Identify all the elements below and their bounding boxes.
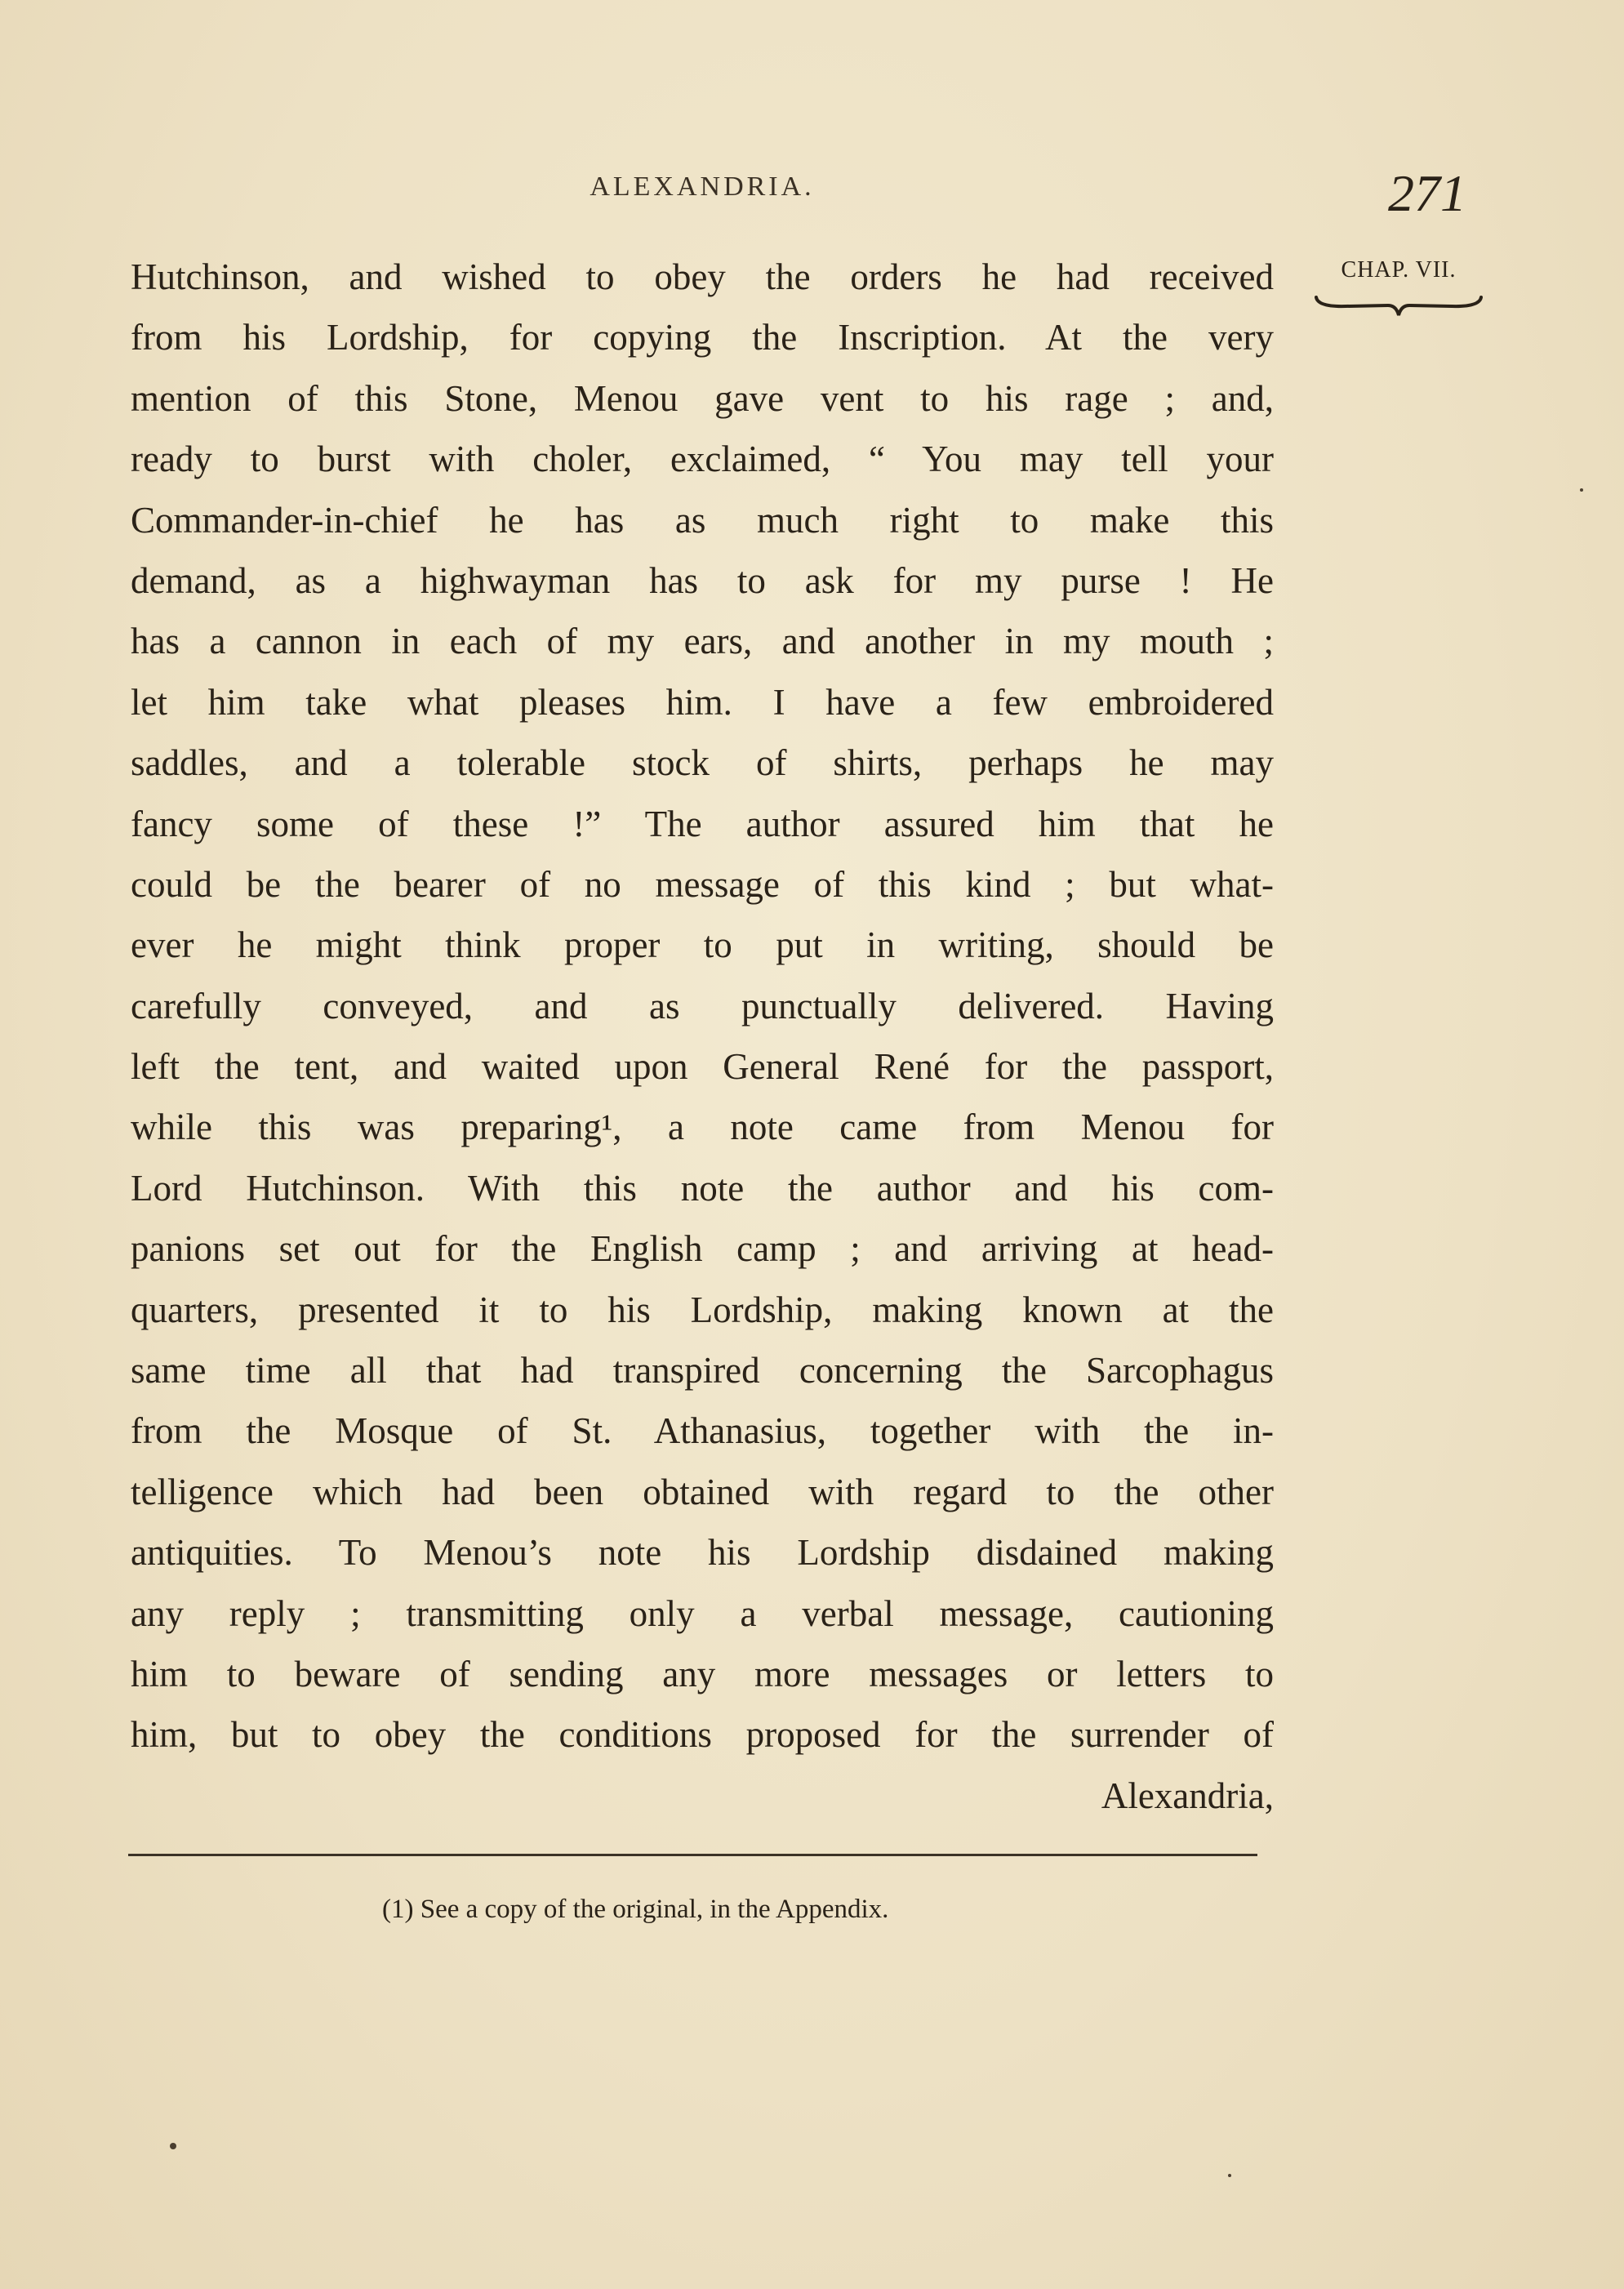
- text-line: telligence which had been obtained with regard to the other: [131, 1471, 1274, 1512]
- text-line: demand, as a highwayman has to ask for my purse ! He: [131, 559, 1274, 601]
- text-line: from the Mosque of St. Athanasius, together with the in-: [131, 1410, 1274, 1452]
- chapter-brace-icon: [1313, 292, 1484, 322]
- text-line: from his Lordship, for copying the Inscription. At the very: [131, 317, 1274, 358]
- text-line: let him take what pleases him. I have a few embroidered: [131, 681, 1274, 723]
- text-line: him, but to obey the conditions proposed for the surrender of: [131, 1714, 1274, 1756]
- text-line: antiquities. To Menou’s note his Lordship disdained making: [131, 1532, 1274, 1574]
- text-line: ready to burst with choler, exclaimed, “ You may tell your: [131, 439, 1274, 480]
- body-text: [131, 247, 1274, 1826]
- text-line: panions set out for the English camp ; and arriving at head-: [131, 1228, 1274, 1270]
- catchword-line: Alexandria,: [1101, 1775, 1274, 1816]
- text-line: Commander-in-chief he has as much right to make this: [131, 499, 1274, 541]
- text-line: left the tent, and waited upon General René for the passport,: [131, 1046, 1274, 1088]
- text-line: saddles, and a tolerable stock of shirts, perhaps he may: [131, 742, 1274, 784]
- text-line: Hutchinson, and wished to obey the orders he had received: [131, 256, 1274, 297]
- footnote: (1) See a copy of the original, in the Appendix.: [382, 1895, 889, 1924]
- paper-speck: [1580, 488, 1583, 492]
- text-line: fancy some of these !” The author assured him that he: [131, 803, 1274, 844]
- chapter-margin-note: CHAP. VII.: [1341, 257, 1457, 283]
- page-number: 271: [1388, 164, 1466, 222]
- text-line: could be the bearer of no message of this kind ; but what-: [131, 863, 1274, 905]
- text-line: mention of this Stone, Menou gave vent to his rage ; and,: [131, 377, 1274, 419]
- text-line: quarters, presented it to his Lordship, making known at the: [131, 1289, 1274, 1330]
- running-head-title: ALEXANDRIA.: [590, 171, 815, 202]
- footnote-rule: [128, 1854, 1257, 1856]
- text-line: same time all that had transpired concerning the Sarcophagus: [131, 1350, 1274, 1392]
- paper-speck: [170, 2143, 176, 2149]
- text-line: ever he might think proper to put in writing, should be: [131, 924, 1274, 966]
- text-line: has a cannon in each of my ears, and another in my mouth ;: [131, 621, 1274, 662]
- text-line: him to beware of sending any more messages or letters to: [131, 1653, 1274, 1694]
- paper-speck: [1228, 2174, 1231, 2177]
- text-line: Lord Hutchinson. With this note the author and his com-: [131, 1167, 1274, 1209]
- text-line: any reply ; transmitting only a verbal message, cautioning: [131, 1592, 1274, 1634]
- text-line: carefully conveyed, and as punctually delivered. Having: [131, 985, 1274, 1026]
- text-line: while this was preparing¹, a note came from Menou for: [131, 1107, 1274, 1148]
